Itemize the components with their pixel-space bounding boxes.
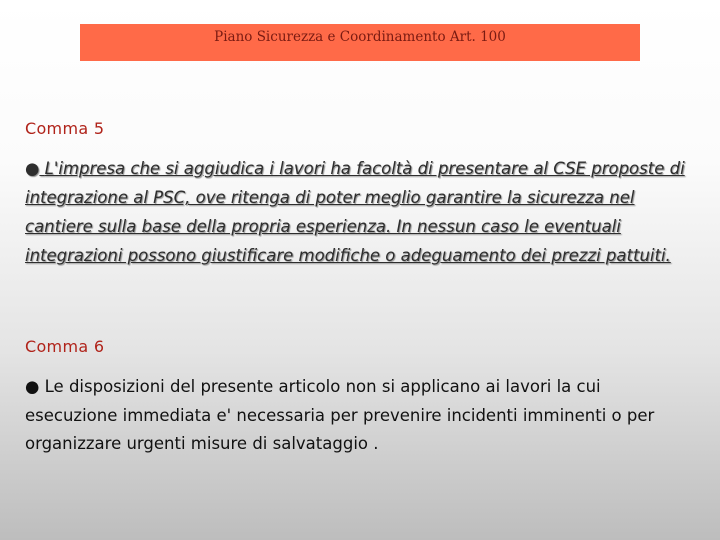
section-paragraph-comma-5: [25, 154, 690, 270]
section-paragraph-comma-6: [25, 373, 690, 459]
slide-title-bar: [80, 24, 640, 61]
bullet-icon: ●: [25, 377, 40, 396]
slide-title: Piano Sicurezza e Coordinamento Art. 100: [214, 29, 506, 45]
section-heading-comma-5: Comma 5: [25, 119, 105, 138]
section-heading-comma-6: Comma 6: [25, 337, 105, 356]
bullet-icon: ●: [25, 159, 40, 178]
paragraph-text: Le disposizioni del presente articolo non si applicano ai lavori la cui esecuzione immediata e' necessaria per prevenire incidenti imminenti o per organizzare urgenti misure di salvataggio .: [25, 377, 655, 453]
paragraph-text: L'impresa che si aggiudica i lavori ha facoltà di presentare al CSE proposte di integrazione al PSC, ove ritenga di poter meglio garantire la sicurezza nel cantiere sulla base della propria esperienza. In nessun caso le eventuali integrazioni possono giustificare modifiche o adeguamento dei prezzi pattuiti.: [25, 159, 685, 265]
